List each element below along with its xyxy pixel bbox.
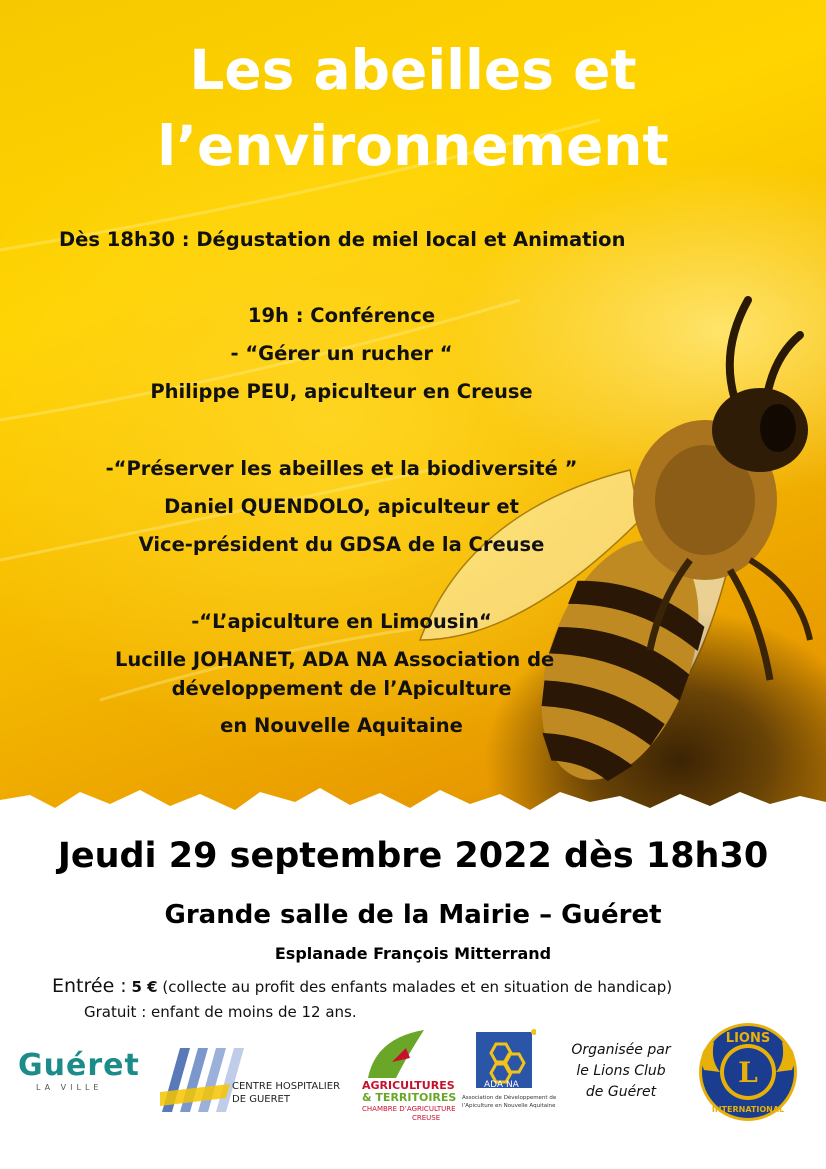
- free-label: Gratuit: [84, 1003, 137, 1021]
- conference-heading: 19h : Conférence: [247, 304, 436, 327]
- hospital-line1: CENTRE HOSPITALIER: [232, 1081, 341, 1092]
- agri-logo: [358, 1028, 458, 1128]
- free-note: : enfant de moins de 12 ans.: [136, 1003, 357, 1021]
- organizer-line1: Organisée par: [571, 1042, 671, 1058]
- talk3-org-line1: développement de l’Apiculture: [171, 677, 512, 700]
- lions-top-text: LIONS: [725, 1031, 771, 1046]
- title-line-2: l’environnement: [157, 114, 669, 178]
- hospital-line2: DE GUERET: [232, 1094, 290, 1105]
- organizer-text: [565, 1040, 677, 1103]
- hospital-logo: [160, 1046, 340, 1116]
- organizer-line3: de Guéret: [585, 1084, 657, 1100]
- talk1-title: - “Gérer un rucher “: [230, 342, 453, 365]
- talk2-speaker: Daniel QUENDOLO, apiculteur et: [164, 495, 519, 518]
- entry-price: 5 €: [131, 978, 158, 996]
- entry-note: (collecte au profit des enfants malades et en situation de handicap): [157, 978, 673, 996]
- agri-line4: CREUSE: [412, 1114, 441, 1122]
- agri-leaf-icon: [366, 1028, 426, 1080]
- agri-line3: CHAMBRE D’AGRICULTURE: [362, 1105, 456, 1113]
- gueret-logo-name: Guéret: [18, 1048, 140, 1083]
- adana-sub1: Association de Développement de: [462, 1095, 557, 1101]
- talk2-title: -“Préserver les abeilles et la biodiversité ”: [105, 457, 578, 480]
- gueret-logo-sub: LA VILLE: [36, 1083, 103, 1092]
- entry-info: [52, 975, 672, 997]
- agri-line2: & TERRITOIRES: [362, 1091, 457, 1104]
- lions-logo: [690, 1020, 806, 1124]
- event-date: Jeudi 29 septembre 2022 dès 18h30: [57, 836, 769, 876]
- lions-bottom-text: INTERNATIONAL: [711, 1105, 785, 1114]
- program-intro: Dès 18h30 : Dégustation de miel local et Animation: [59, 228, 626, 251]
- event-venue: Grande salle de la Mairie – Guéret: [164, 900, 662, 930]
- adana-logo: [462, 1026, 562, 1121]
- talk3-org-line2: en Nouvelle Aquitaine: [220, 714, 463, 737]
- organizer-line2: le Lions Club: [576, 1063, 666, 1079]
- talk1-speaker: Philippe PEU, apiculteur en Creuse: [150, 380, 533, 403]
- adana-hive-icon: [476, 1028, 536, 1088]
- event-address: Esplanade François Mitterrand: [274, 944, 552, 963]
- lions-emblem-icon: [690, 1020, 806, 1124]
- gueret-logo: [18, 1048, 148, 1108]
- talk3-speaker: Lucille JOHANET, ADA NA Association de: [115, 648, 555, 671]
- lions-center-letter: L: [738, 1056, 758, 1089]
- agri-line1: AGRICULTURES: [362, 1079, 455, 1092]
- talk3-title: -“L’apiculture en Limousin“: [191, 610, 492, 633]
- entry-label: Entrée :: [52, 975, 127, 997]
- free-info: [84, 1003, 357, 1021]
- title-line-1: Les abeilles et: [189, 38, 637, 102]
- adana-sub2: l’Apiculture en Nouvelle Aquitaine: [462, 1103, 556, 1109]
- talk2-role: Vice-président du GDSA de la Creuse: [138, 533, 545, 556]
- torn-paper-edge: [0, 780, 826, 830]
- adana-name: ADA NA: [484, 1080, 519, 1090]
